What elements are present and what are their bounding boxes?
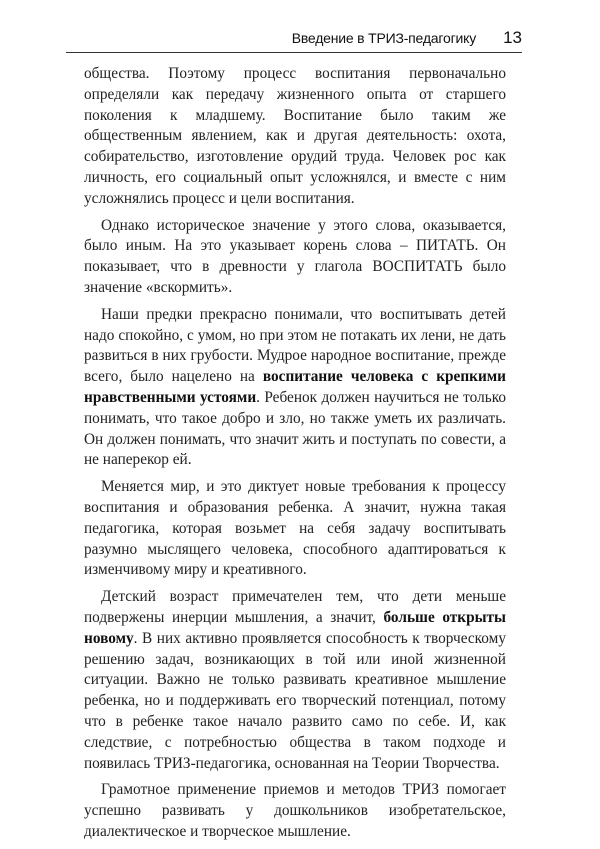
paragraph: [84, 305, 506, 471]
emphasis-text: больше открыты новому: [84, 608, 506, 647]
paragraph: [84, 64, 506, 210]
page-number: 13: [503, 28, 522, 47]
paragraph: [84, 587, 506, 774]
paragraph-text: Наши предки прекрасно понимали, что воспитывать детей надо спокойно, с умом, но при этом не потакать их лени, не дать развиться в них грубости. Мудрое народное воспитание, прежде всего, было нацелено на: [84, 305, 506, 386]
paragraph: [84, 216, 506, 299]
paragraph-text: общества. Поэтому процесс воспитания первоначально определяли как передачу жизненного опыта от старшего поколения к младшему. Воспитание было таким же общественным явлением, как и другая деятельность: охота, собирательство, изготовление орудий труда. Человек рос как личность, его социальный опыт усложнялся, и вместе с ним усложнялись процесс и цели воспитания.: [84, 65, 506, 207]
paragraph: [84, 477, 506, 581]
paragraph-text: Однако историческое значение у этого слова, оказывается, было иным. На это указывает корень слова – ПИТАТЬ. Он показывает, что в древности у глагола ВОСПИТАТЬ было значение «вскормить».: [84, 216, 506, 296]
running-head: [66, 28, 522, 53]
paragraph-text: Меняется мир, и это диктует новые требования к процессу воспитания и образования ребенка. А значит, нужна такая педагогика, которая возьмет на себя задачу воспитывать разумно мыслящего человека, способного адаптироваться к изменчивому миру и креативного.: [84, 478, 506, 579]
paragraph-text: . В них активно проявляется способность к творческому решению задач, возникающих в той или иной жизненной ситуации. Важно не только развивать креативное мышление ребенка, но и поддерживать его творческий потенциал, потому что в ребенке такое начало развито само по себе. И, как следствие, с потребностью общества в таком подходе и появилась ТРИЗ-педагогика, основанная на Теории Творчества.: [84, 629, 506, 772]
page-body: [84, 64, 506, 849]
section-title: Введение в ТРИЗ-педагогику: [291, 30, 476, 46]
emphasis-text: воспитание человека с крепкими нравственными устоями: [84, 368, 506, 406]
paragraph-text: . Ребенок должен научиться не только понимать, что такое добро и зло, но также уметь их различать. Он должен понимать, что значит жить и поступать по совести, а не наперекор ей.: [84, 388, 506, 469]
paragraph-text: Детский возраст примечателен тем, что дети меньше подвержены инерции мышления, а значит,: [84, 588, 506, 626]
paragraph-text: Грамотное применение приемов и методов ТРИЗ помогает успешно развивать у дошкольников изобретательское, диалектическое и творческое мышление.: [84, 781, 506, 840]
paragraph: [84, 780, 506, 842]
